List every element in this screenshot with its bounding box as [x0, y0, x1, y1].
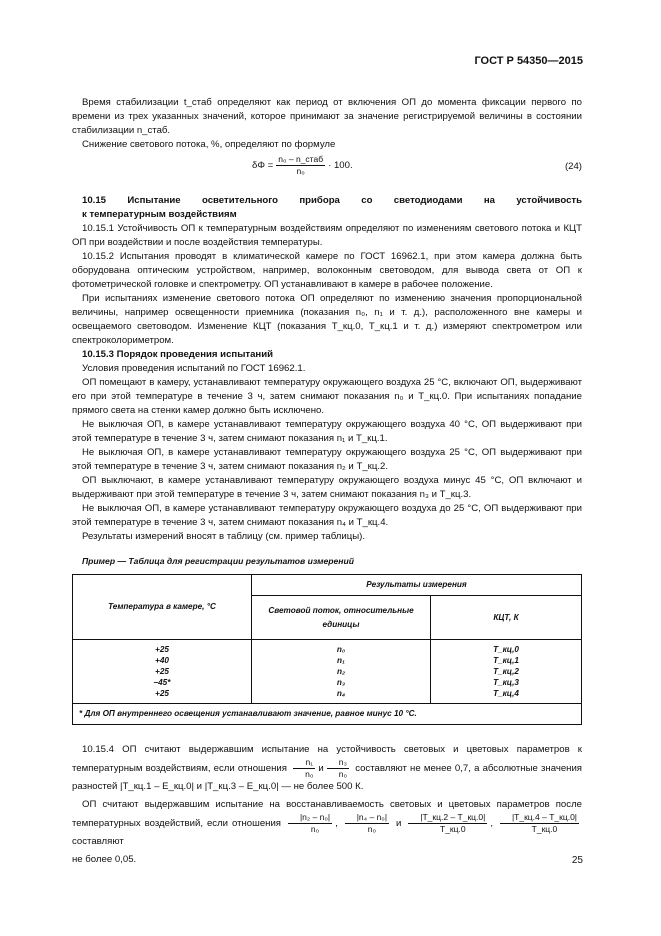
paragraph-recovery: ОП считают выдержавшим испытание на восстанавливаемость световых и цветовых параметров после температурных воздействий, если отношения $\frac{\text{|n₂ – n₀|}}{\text{n₀}}$ , $\frac{\text{|n₄ – n₀|}}{\text{n₀}}$ и $\frac{|Т\_кц.2 - Т\_кц.0|}{Т\_кц.0}$ , $\frac{|Т\_кц.4 - Т\_кц.0|}{Т\_кц.0}$ составляют [72, 799, 582, 847]
ratio-num: |n₄ – n₀| [345, 812, 389, 824]
kct-cell: Т_кц,3 [493, 678, 519, 687]
kct-cell: Т_кц,1 [493, 656, 519, 665]
paragraph-10-15-2: 10.15.2 Испытания проводят в климатической камере по ГОСТ 16962.1, при этом камера должна быть оборудована оптическим устройством, например, волоконным световодом, для вывода света от ОП к фотометрической головке и спектрометру. ОП устанавливают в камере в рабочее положение. [72, 251, 582, 290]
criteria-text-d: составляют [72, 836, 124, 847]
temp-cell: –45* [153, 678, 171, 687]
criteria-text-b: составляют не менее 0,7, а абсолютные значения разностей |Т_кц.1 – Е_кц.0| и |Т_кц.3 – Е_кц.0| — не более 500 К. [72, 763, 583, 792]
ratio-den: n₀ [305, 769, 314, 779]
kct-cell: Т_кц,4 [493, 689, 519, 698]
flux-cell: n₂ [336, 667, 346, 676]
page-body [72, 96, 582, 867]
and-text: и [318, 763, 324, 775]
temp-cell: +25 [155, 689, 169, 698]
section-title-line1: 10.15 Испытание осветительного прибора со светодиодами на устойчивость [82, 195, 582, 206]
ratio-den: Т_кц.0 [440, 824, 466, 834]
paragraph-10-15-4 [72, 743, 582, 794]
and-text: и [395, 818, 402, 830]
formula-intro: Снижение светового потока, %, определяют по формуле [82, 139, 336, 150]
paragraph-measurement: При испытаниях изменение светового потока ОП определяют по изменению значения пропорциональной величины, например освещенности приемника (показания n₀, n₁ и т. д.), расположенного вне камеры и освещаемого световодом. Изменение КЦТ (показания Т_кц.0, Т_кц.1 и т. д.) измеряют спектрометром или спектроколориметром. [72, 293, 582, 346]
header-flux: Световой поток, относительные единицы [252, 596, 431, 640]
subsection-title-10-15-3: 10.15.3 Порядок проведения испытаний [82, 349, 274, 360]
header-results: Результаты измерения [252, 575, 582, 596]
ratio-n1-n0 [293, 757, 315, 780]
formula-tail: · 100. [328, 159, 353, 171]
header-temperature: Температура в камере, °С [73, 575, 252, 640]
paragraph-results: Результаты измерений вносят в таблицу (см. пример таблицы). [82, 531, 366, 542]
criteria-text-c: ОП считают выдержавшим испытание на восстанавливаемость световых и цветовых параметров после температурных воздействий, если отношения [72, 799, 582, 830]
ratio-recovery-1 [288, 812, 332, 835]
ratio-den: Т_кц.0 [531, 824, 558, 834]
ratio-recovery-3 [408, 812, 487, 835]
paragraph-10-15-1: 10.15.1 Устойчивость ОП к температурным воздействиям определяют по изменениям светового потока и КЦТ ОП при воздействии и после воздействия температуры. [72, 223, 582, 248]
ratio-num: |Т_кц.2 – Т_кц.0| [408, 812, 487, 824]
header-kct: КЦТ, К [431, 596, 582, 640]
document-code: ГОСТ Р 54350—2015 [474, 55, 583, 67]
temp-cell: +25 [155, 645, 169, 654]
flux-cell: n₁ [337, 656, 345, 665]
formula-numerator: n₀ – n_стаб [278, 154, 324, 164]
table-footnote: * Для ОП внутреннего освещения устанавливают значение, равное минус 10 °С. [73, 704, 582, 725]
stabilization-paragraph: Время стабилизации t_стаб определяют как период от включения ОП до момента фиксации первого по времени из трех указанных значений, которое принимают за значение регистрируемой величины в состоянии стабилизации n_стаб. [72, 97, 582, 136]
temp-cell: +40 [155, 656, 169, 665]
paragraph-conditions: Условия проведения испытаний по ГОСТ 16962.1. [82, 363, 306, 374]
criteria-text-e: не более 0,05. [72, 854, 137, 865]
kct-cell: Т_кц,0 [493, 645, 519, 654]
flux-cell: n₄ [336, 689, 346, 698]
ratio-num: |Т_кц.4 – Т_кц.0| [500, 812, 579, 824]
ratio-recovery-4 [500, 812, 579, 835]
section-title-line2: к температурным воздействиям [82, 209, 237, 220]
ratio-den: n₀ [310, 824, 320, 834]
ratio-den: n₀ [367, 824, 377, 834]
ratio-num: n₁ [293, 757, 315, 769]
ratio-den: n₀ [338, 769, 348, 779]
flux-cell: n₃ [336, 678, 346, 687]
kct-cell: Т_кц,2 [493, 667, 519, 676]
paragraph-step-3: Не выключая ОП, в камере устанавливают температуру окружающего воздуха 25 °С, ОП выдерживают при этой температуре в течение 3 ч, затем снимают показания n₂ и Т_кц.2. [72, 447, 582, 472]
ratio-n3-n0 [327, 757, 349, 780]
page-number: 25 [571, 855, 583, 866]
criteria-text-a: 10.15.4 ОП считают выдержавшим испытание на устойчивость световых и цветовых параметров к температурным воздействиям, если отношения [72, 744, 582, 775]
formula-denominator: n₀ [296, 166, 305, 176]
paragraph-step-1: ОП помещают в камеру, устанавливают температуру окружающего воздуха 25 °С, включают ОП, выдерживают его при этой температуре в течение 3 ч, затем снимают показания n₀ и Т_кц.0. При испытаниях попадание прямого света на стенки камер должно быть исключено. [72, 377, 582, 416]
results-table [72, 574, 582, 725]
paragraph-step-2: Не выключая ОП, в камере устанавливают температуру окружающего воздуха 40 °С, ОП выдерживают при этой температуре в течение 3 ч, затем снимают показания n₁ и Т_кц.1. [72, 419, 582, 444]
formula-fraction [276, 154, 325, 177]
ratio-num: |n₂ – n₀| [288, 812, 332, 824]
paragraph-step-5: Не выключая ОП, в камере устанавливают температуру окружающего воздуха до 25 °С, ОП выдерживают при этой температуре в течение 3 ч, затем снимают показания n₄ и Т_кц.4. [72, 503, 582, 528]
temp-cell: +25 [155, 667, 169, 676]
formula-lhs: δΦ = [252, 159, 274, 171]
formula-number: (24) [564, 161, 582, 172]
ratio-num: n₃ [327, 757, 349, 769]
flux-cell: n₀ [336, 645, 346, 654]
formula-24 [72, 154, 582, 184]
ratio-recovery-2 [345, 812, 389, 835]
paragraph-step-4: ОП выключают, в камере устанавливают температуру окружающего воздуха минус 45 °С, ОП включают и выдерживают при этой температуре в течение 3 ч, затем снимают показания n₃ и Т_кц.3. [72, 475, 582, 500]
example-caption: Пример — Таблица для регистрации результатов измерений [82, 556, 354, 566]
